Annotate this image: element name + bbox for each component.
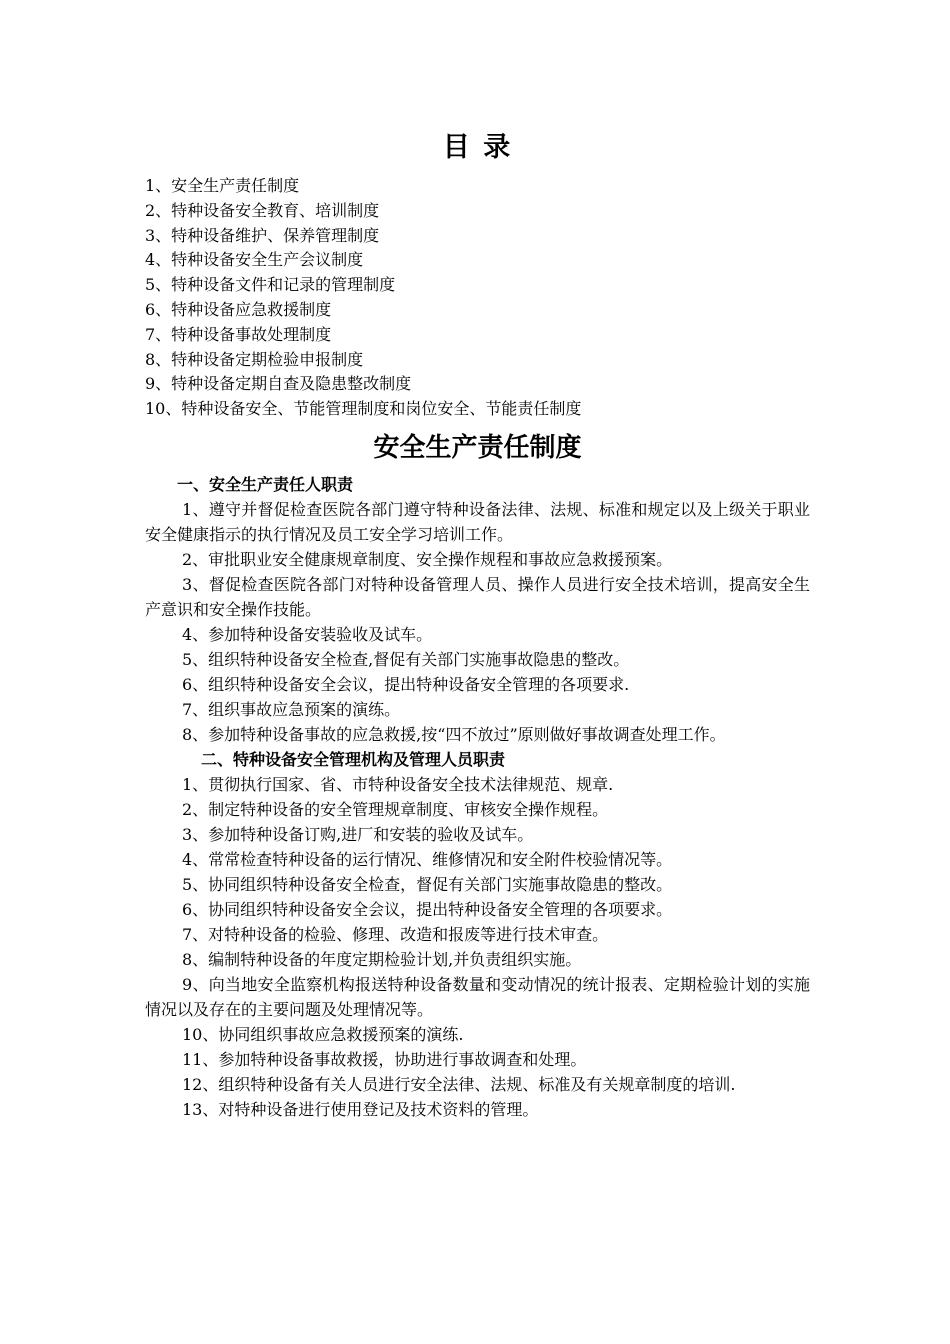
paragraph: 1、遵守并督促检查医院各部门遵守特种设备法律、法规、标准和规定以及上级关于职业安全健康指示的执行情况及员工安全学习培训工作。 [145, 499, 810, 544]
paragraph: 13、对特种设备进行使用登记及技术资料的管理。 [182, 1099, 539, 1119]
paragraph: 6、组织特种设备安全会议，提出特种设备安全管理的各项要求. [182, 674, 630, 694]
toc-item: 4、特种设备安全生产会议制度 [145, 250, 364, 270]
paragraph: 5、协同组织特种设备安全检查，督促有关部门实施事故隐患的整改。 [182, 874, 673, 894]
toc-item: 3、特种设备维护、保养管理制度 [145, 225, 380, 245]
toc-list [145, 174, 810, 422]
paragraph: 7、对特种设备的检验、修理、改造和报废等进行技术审查。 [182, 924, 609, 944]
toc-item: 5、特种设备文件和记录的管理制度 [145, 275, 396, 295]
paragraph: 6、协同组织特种设备安全会议，提出特种设备安全管理的各项要求。 [182, 899, 673, 919]
toc-item: 9、特种设备定期自查及隐患整改制度 [145, 374, 412, 394]
paragraph: 3、督促检查医院各部门对特种设备管理人员、操作人员进行安全技术培训，提高安全生产意识和安全操作技能。 [145, 574, 810, 619]
paragraph: 12、组织特种设备有关人员进行安全法律、法规、标准及有关规章制度的培训. [182, 1074, 736, 1094]
paragraph: 10、协同组织事故应急救援预案的演练. [182, 1024, 464, 1044]
section-heading: 二、特种设备安全管理机构及管理人员职责 [201, 749, 506, 769]
paragraph: 2、制定特种设备的安全管理规章制度、审核安全操作规程。 [182, 799, 609, 819]
paragraph: 3、参加特种设备订购,进厂和安装的验收及试车。 [182, 824, 534, 844]
section-management-duties [145, 747, 810, 1122]
section-responsible-person [145, 472, 810, 747]
paragraph: 4、参加特种设备安装验收及试车。 [182, 624, 433, 644]
page-content [145, 128, 810, 1122]
document-title: 安全生产责任制度 [373, 432, 582, 463]
toc-item: 1、安全生产责任制度 [145, 176, 300, 195]
section-heading: 一、安全生产责任人职责 [177, 474, 354, 494]
paragraph: 4、常常检查特种设备的运行情况、维修情况和安全附件校验情况等。 [182, 849, 673, 869]
paragraph: 5、组织特种设备安全检查,督促有关部门实施事故隐患的整改。 [182, 649, 630, 669]
toc-item: 6、特种设备应急救援制度 [145, 299, 332, 319]
toc-item: 2、特种设备安全教育、培训制度 [145, 200, 380, 220]
paragraph: 9、向当地安全监察机构报送特种设备数量和变动情况的统计报表、定期检验计划的实施情况以及存在的主要问题及处理情况等。 [145, 974, 810, 1019]
paragraph: 8、编制特种设备的年度定期检验计划,并负责组织实施。 [182, 949, 582, 969]
paragraph: 11、参加特种设备事故救援，协助进行事故调查和处理。 [182, 1049, 587, 1069]
paragraph: 1、贯彻执行国家、省、市特种设备安全技术法律规范、规章. [182, 774, 614, 794]
toc-item: 10、特种设备安全、节能管理制度和岗位安全、节能责任制度 [145, 399, 582, 419]
toc-title: 目 录 [442, 132, 513, 163]
toc-item: 7、特种设备事故处理制度 [145, 324, 332, 344]
paragraph: 8、参加特种设备事故的应急救援,按“四不放过”原则做好事故调查处理工作。 [182, 724, 726, 744]
paragraph: 2、审批职业安全健康规章制度、安全操作规程和事故应急救援预案。 [182, 549, 673, 569]
toc-item: 8、特种设备定期检验申报制度 [145, 349, 364, 369]
paragraph: 7、组织事故应急预案的演练。 [182, 699, 401, 719]
